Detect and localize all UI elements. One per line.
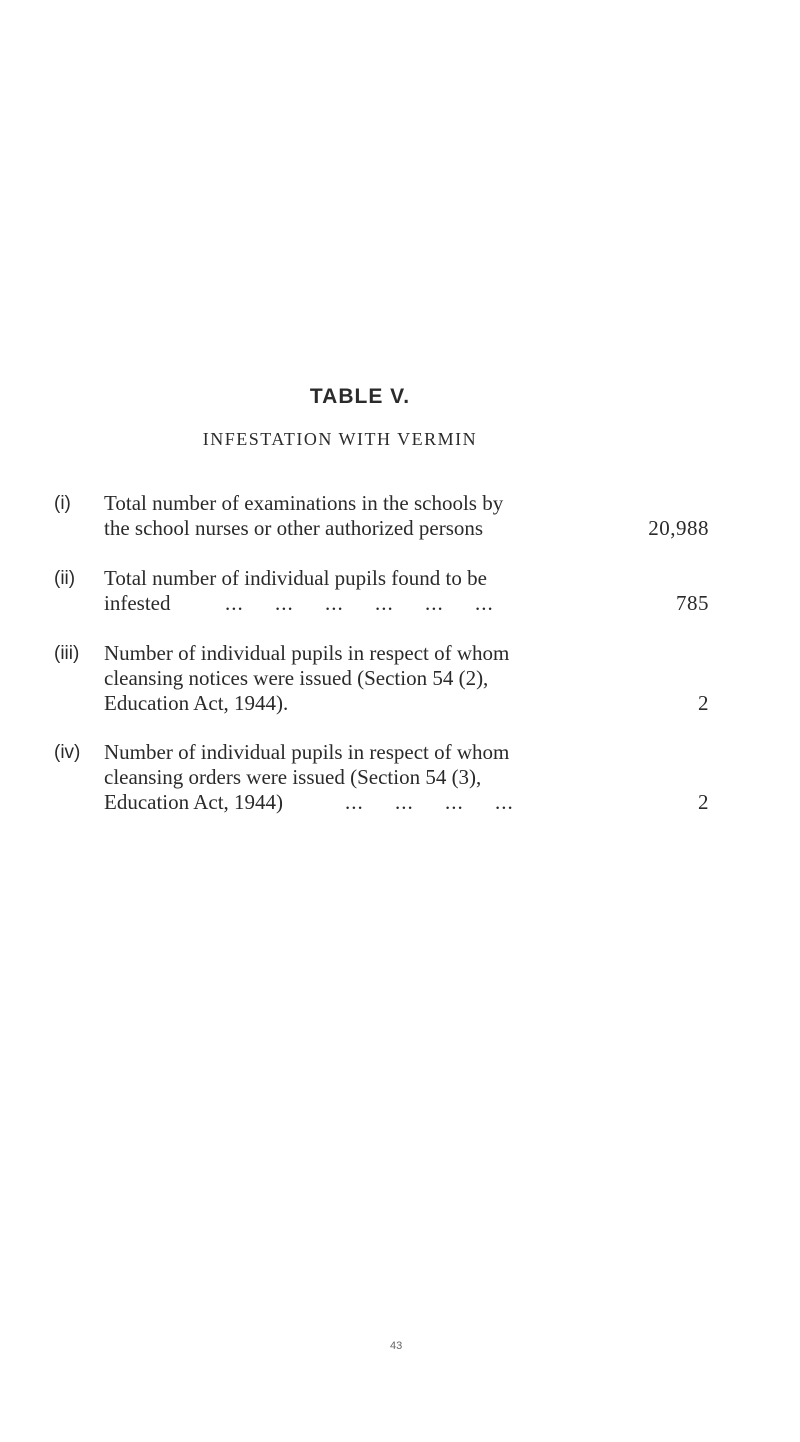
page-number: 43 — [390, 1340, 403, 1352]
item-text-line: Total number of individual pupils found to be — [104, 566, 487, 590]
item-text-line: cleansing orders were issued (Section 54 (3), — [104, 765, 482, 789]
item-text-line: cleansing notices were issued (Section 54 (2), — [104, 666, 489, 690]
item-text-line: Education Act, 1944). — [104, 691, 289, 715]
table-title: TABLE V. — [309, 385, 411, 408]
list-item-iii — [0, 641, 800, 716]
item-number: (ii) — [54, 568, 76, 589]
item-text-line: the school nurses or other authorized persons — [104, 516, 484, 540]
dot-leader: ... ... ... ... ... ... — [225, 591, 494, 615]
item-value: 20,988 — [648, 516, 709, 540]
item-text-line: Number of individual pupils in respect of whom — [104, 641, 510, 665]
item-number: (iv) — [54, 742, 81, 763]
dot-leader: ... ... ... ... — [345, 790, 514, 814]
list-item-iv — [0, 740, 800, 815]
item-value: 2 — [698, 691, 709, 715]
item-text-line: infested — [104, 591, 171, 615]
table-subtitle: INFESTATION WITH VERMIN — [202, 429, 478, 449]
list-item-i — [0, 491, 800, 541]
item-value: 2 — [698, 790, 709, 814]
item-text-line: Education Act, 1944) — [104, 790, 284, 814]
item-text-line: Number of individual pupils in respect of whom — [104, 740, 510, 764]
item-number: (i) — [54, 493, 71, 514]
item-text-line: Total number of examinations in the schools by — [104, 491, 504, 515]
item-value: 785 — [676, 591, 709, 615]
list-item-ii — [0, 566, 800, 616]
item-number: (iii) — [54, 643, 80, 664]
